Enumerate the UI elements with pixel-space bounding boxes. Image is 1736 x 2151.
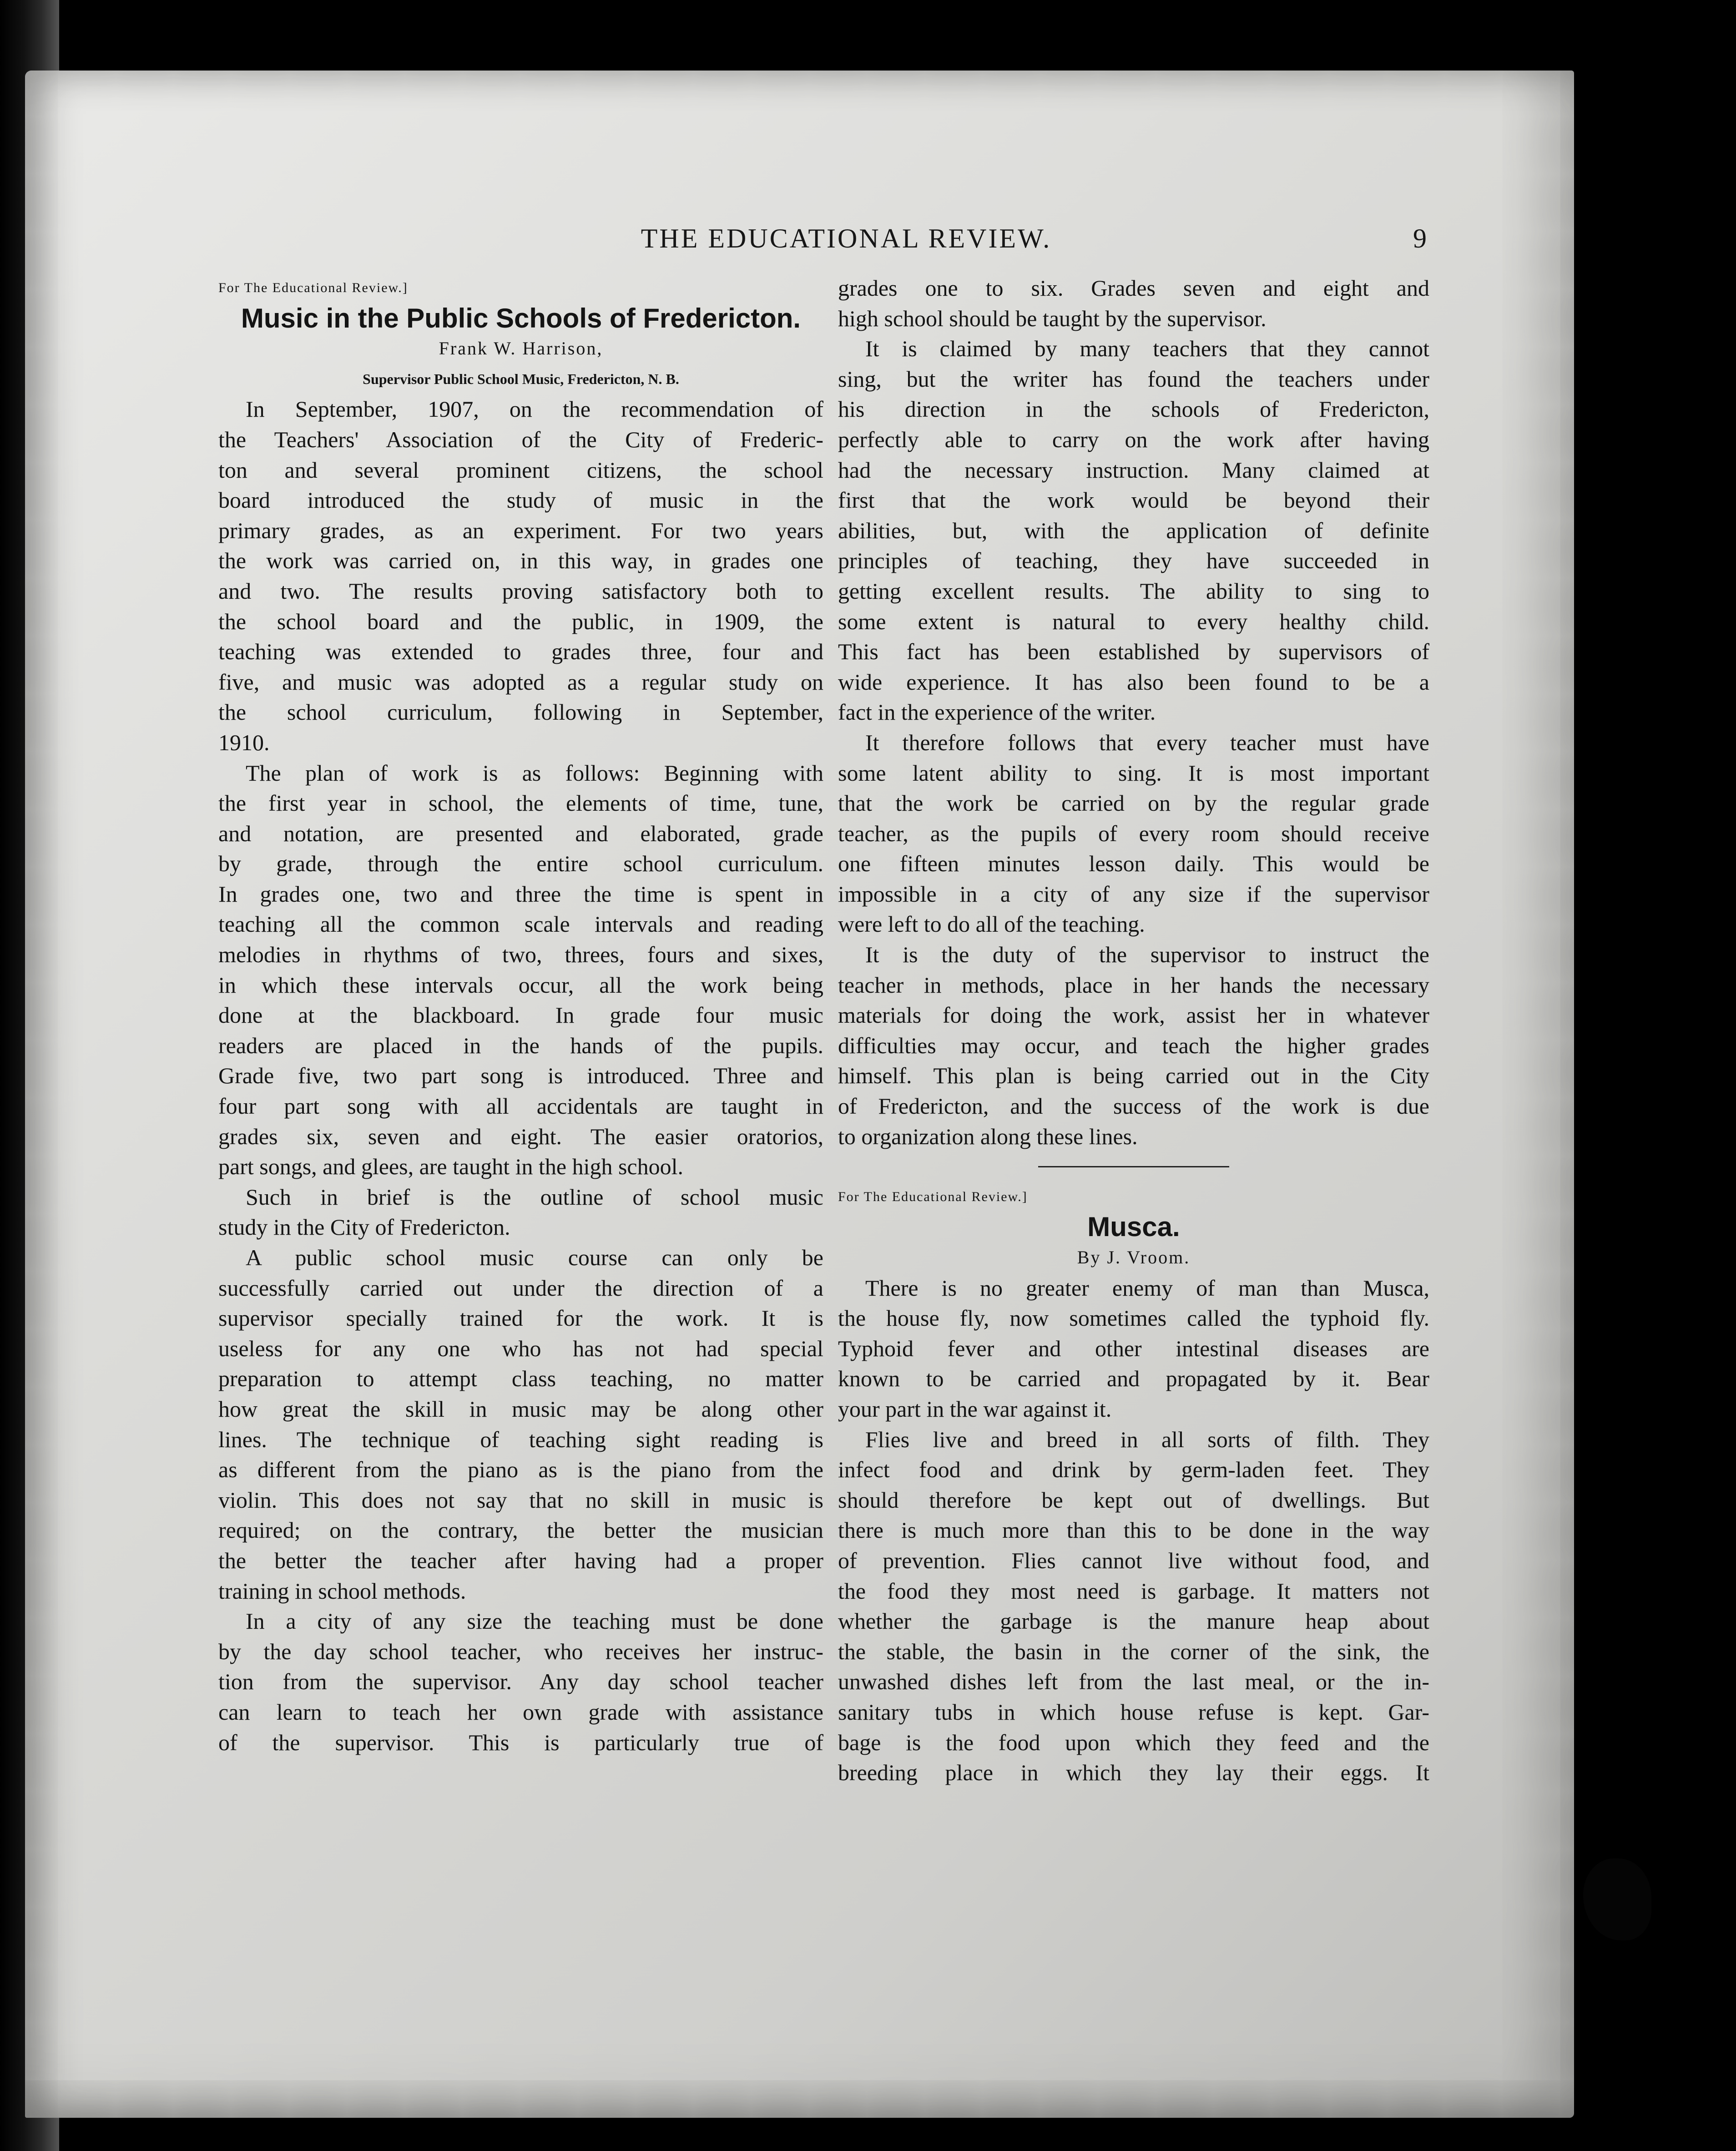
text-line: of the supervisor. This is particularly true of xyxy=(218,1729,823,1755)
text-line: can learn to teach her own grade with assistance xyxy=(218,1699,823,1725)
text-line: whether the garbage is the manure heap about xyxy=(838,1608,1429,1634)
text-line: difficulties may occur, and teach the higher grades xyxy=(838,1032,1429,1058)
text-line: Typhoid fever and other intestinal diseases are xyxy=(838,1335,1429,1361)
text-line: infect food and drink by germ-laden feet. They xyxy=(838,1457,1429,1483)
text-line: done at the blackboard. In grade four music xyxy=(218,1002,823,1028)
text-line: the school curriculum, following in September, xyxy=(218,699,823,725)
text-line: to organization along these lines. xyxy=(838,1123,1138,1149)
corner-blot xyxy=(1583,1858,1651,1940)
text-line: sing, but the writer has found the teachers under xyxy=(838,366,1429,392)
text-line: should therefore be kept out of dwellings. But xyxy=(838,1487,1429,1513)
text-line: the school board and the public, in 1909, the xyxy=(218,608,823,634)
text-line: sanitary tubs in which house refuse is kept. Gar- xyxy=(838,1699,1429,1725)
text-line: the better the teacher after having had a proper xyxy=(218,1547,823,1573)
text-line: There is no greater enemy of man than Musca, xyxy=(865,1275,1429,1301)
text-line: himself. This plan is being carried out in the City xyxy=(838,1063,1429,1089)
text-line: In a city of any size the teaching must be done xyxy=(246,1608,823,1634)
text-line: that the work be carried on by the regular grade xyxy=(838,790,1429,816)
text-line: grades six, seven and eight. The easier oratorios, xyxy=(218,1123,823,1149)
text-line: as different from the piano as is the piano from the xyxy=(218,1457,823,1483)
text-line: first that the work would be beyond their xyxy=(838,487,1429,513)
text-line: some latent ability to sing. It is most important xyxy=(838,760,1429,786)
text-line: A public school music course can only be xyxy=(246,1245,823,1270)
text-line: bage is the food upon which they feed and the xyxy=(838,1729,1429,1755)
text-line: ton and several prominent citizens, the school xyxy=(218,457,823,483)
text-line: perfectly able to carry on the work after having xyxy=(838,426,1429,452)
text-line: and two. The results proving satisfactory both to xyxy=(218,578,823,604)
text-line: It is the duty of the supervisor to instruct the xyxy=(865,942,1429,968)
text-line: the stable, the basin in the corner of the sink, the xyxy=(838,1638,1429,1664)
text-line: training in school methods. xyxy=(218,1578,466,1604)
text-line: his direction in the schools of Fredericton, xyxy=(838,396,1429,422)
text-line: part songs, and glees, are taught in the high school. xyxy=(218,1154,683,1180)
text-line: successfully carried out under the direction of a xyxy=(218,1275,823,1301)
text-line: had the necessary instruction. Many claimed at xyxy=(838,457,1429,483)
text-line: teacher, as the pupils of every room should receive xyxy=(838,820,1429,846)
text-line: teacher in methods, place in her hands the necessary xyxy=(838,972,1429,998)
text-line: Grade five, two part song is introduced. Three and xyxy=(218,1063,823,1089)
text-line: It is claimed by many teachers that they cannot xyxy=(865,336,1429,362)
text-line: study in the City of Fredericton. xyxy=(218,1214,510,1240)
text-line: your part in the war against it. xyxy=(838,1396,1112,1422)
text-line: how great the skill in music may be along other xyxy=(218,1396,823,1422)
text-line: were left to do all of the teaching. xyxy=(838,911,1145,937)
text-line: impossible in a city of any size if the supervisor xyxy=(838,881,1429,907)
text-line: lines. The technique of teaching sight reading is xyxy=(218,1426,823,1452)
text-line: by grade, through the entire school curriculum. xyxy=(218,851,823,877)
text-line: unwashed dishes left from the last meal, or the in- xyxy=(838,1669,1429,1695)
author-affiliation: Supervisor Public School Music, Fredericton, N. B. xyxy=(363,370,679,387)
text-line: teaching all the common scale intervals and reading xyxy=(218,911,823,937)
text-line: supervisor specially trained for the work. It is xyxy=(218,1305,823,1331)
text-line: the food they most need is garbage. It matters not xyxy=(838,1578,1429,1604)
section-kicker: For The Educational Review.] xyxy=(218,280,408,295)
text-line: It therefore follows that every teacher must have xyxy=(865,729,1429,755)
text-line: grades one to six. Grades seven and eight and xyxy=(838,275,1429,301)
left-column xyxy=(218,273,823,1757)
right-column xyxy=(838,273,1429,1788)
text-line: Flies live and breed in all sorts of filth. They xyxy=(865,1426,1429,1452)
text-line: required; on the contrary, the better the musician xyxy=(218,1517,823,1543)
text-line: principles of teaching, they have succeeded in xyxy=(838,548,1429,574)
text-line: readers are placed in the hands of the pupils. xyxy=(218,1032,823,1058)
text-line: and notation, are presented and elaborated, grade xyxy=(218,820,823,846)
text-line: there is much more than this to be done in the way xyxy=(838,1517,1429,1543)
section-divider-rule xyxy=(838,1151,1429,1182)
text-line: wide experience. It has also been found to be a xyxy=(838,669,1429,695)
text-line: known to be carried and propagated by it. Bear xyxy=(838,1366,1429,1392)
text-line: the house fly, now sometimes called the typhoid fly. xyxy=(838,1305,1429,1331)
author-byline: By J. Vroom. xyxy=(1077,1247,1191,1267)
text-line: preparation to attempt class teaching, no matter xyxy=(218,1366,823,1392)
text-line: high school should be taught by the supervisor. xyxy=(838,305,1267,331)
text-line: Such in brief is the outline of school music xyxy=(246,1184,823,1210)
text-line: In September, 1907, on the recommendation of xyxy=(246,396,823,422)
text-line: fact in the experience of the writer. xyxy=(838,699,1156,725)
text-line: primary grades, as an experiment. For two years xyxy=(218,517,823,543)
text-line: the work was carried on, in this way, in grades one xyxy=(218,548,823,574)
text-line: in which these intervals occur, all the work being xyxy=(218,972,823,998)
text-line: useless for any one who has not had special xyxy=(218,1335,823,1361)
article-title: Musca. xyxy=(1087,1212,1180,1242)
text-line: In grades one, two and three the time is spent in xyxy=(218,881,823,907)
text-line: of prevention. Flies cannot live without food, and xyxy=(838,1547,1429,1573)
author-byline: Frank W. Harrison, xyxy=(439,338,603,359)
text-line: the first year in school, the elements of time, tune, xyxy=(218,790,823,816)
text-line: violin. This does not say that no skill in music is xyxy=(218,1487,823,1513)
text-line: materials for doing the work, assist her in whatever xyxy=(838,1002,1429,1028)
text-line: melodies in rhythms of two, threes, fours and sixes, xyxy=(218,942,823,968)
text-line: some extent is natural to every healthy child. xyxy=(838,608,1429,634)
text-line: This fact has been established by supervisors of xyxy=(838,639,1429,665)
text-line: of Fredericton, and the success of the work is due xyxy=(838,1093,1429,1119)
text-line: four part song with all accidentals are taught in xyxy=(218,1093,823,1119)
text-line: board introduced the study of music in the xyxy=(218,487,823,513)
page-number: 9 xyxy=(1413,223,1428,253)
text-line: teaching was extended to grades three, four and xyxy=(218,639,823,665)
text-line: 1910. xyxy=(218,729,270,755)
text-line: five, and music was adopted as a regular study on xyxy=(218,669,823,695)
text-line: one fifteen minutes lesson daily. This would be xyxy=(838,851,1429,877)
text-line: tion from the supervisor. Any day school teacher xyxy=(218,1669,823,1695)
running-head: THE EDUCATIONAL REVIEW. xyxy=(641,223,1052,253)
text-line: breeding place in which they lay their eggs. It xyxy=(838,1760,1429,1786)
text-line: getting excellent results. The ability to sing to xyxy=(838,578,1429,604)
section-kicker: For The Educational Review.] xyxy=(838,1189,1028,1204)
text-line: by the day school teacher, who receives her instruc- xyxy=(218,1638,823,1664)
text-line: The plan of work is as follows: Beginning with xyxy=(246,760,823,786)
article-title: Music in the Public Schools of Fredericton. xyxy=(241,303,801,333)
text-line: abilities, but, with the application of definite xyxy=(838,517,1429,543)
text-line: the Teachers' Association of the City of Frederic- xyxy=(218,426,823,452)
